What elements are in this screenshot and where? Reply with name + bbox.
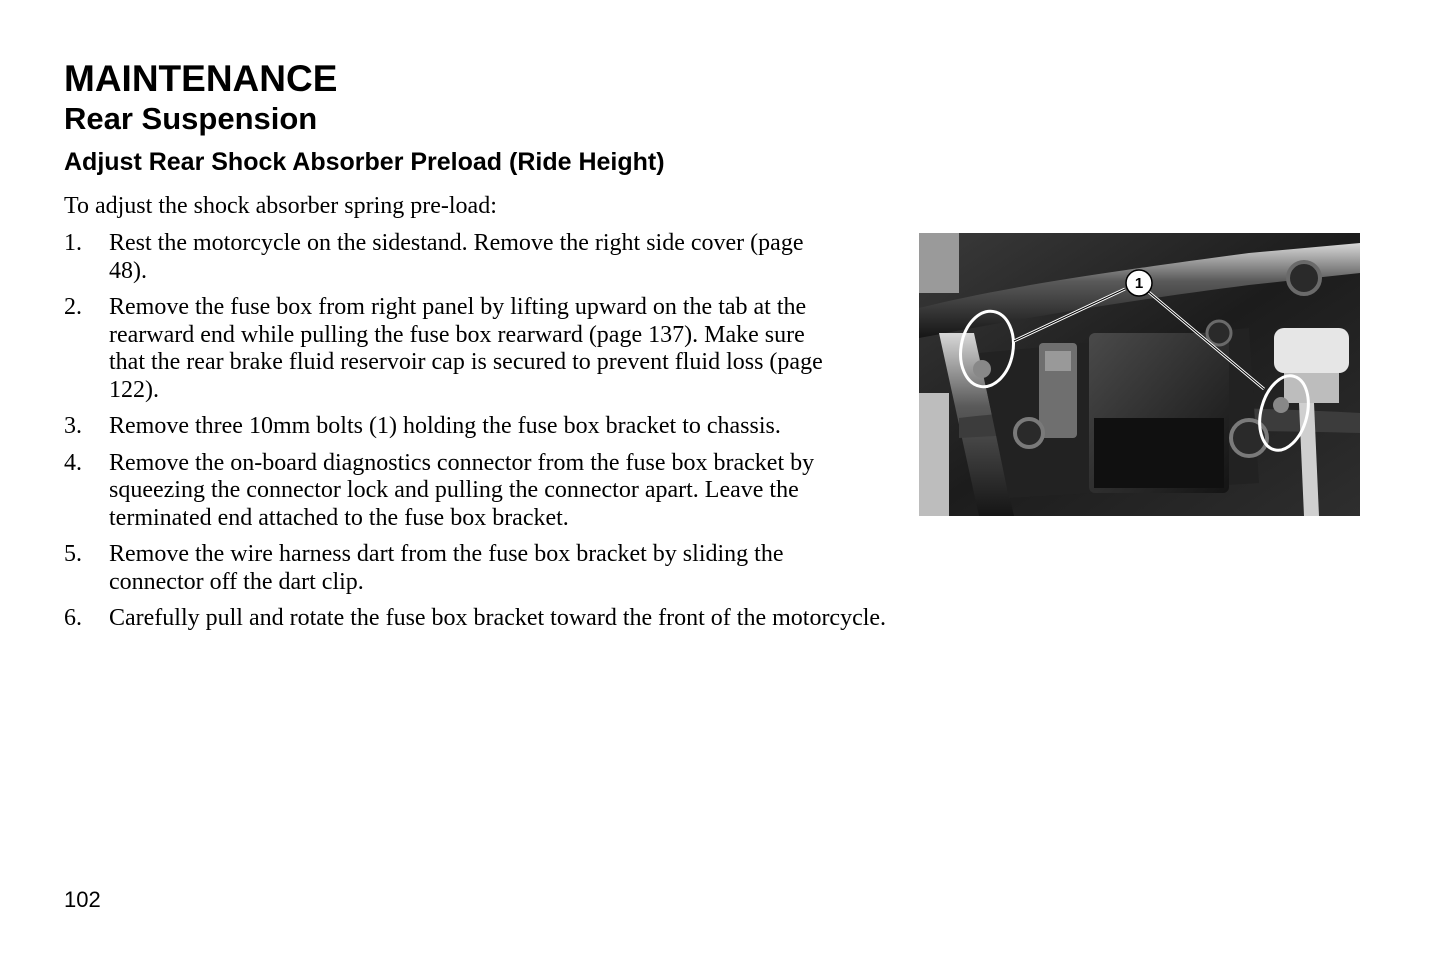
step-item: [64, 541, 824, 596]
subsection-title: Rear Suspension: [64, 101, 318, 136]
procedure-title: Adjust Rear Shock Absorber Preload (Ride Height): [64, 148, 665, 176]
step-text: Remove three 10mm bolts (1) holding the fuse box bracket to chassis.: [109, 413, 781, 439]
step-number: 4.: [64, 449, 82, 476]
step-item: [64, 605, 1149, 633]
step-number: 6.: [64, 605, 82, 631]
step-item: [64, 413, 824, 441]
step-item: [64, 450, 824, 533]
intro-text: To adjust the shock absorber spring pre-load:: [64, 193, 497, 219]
step-number: 1.: [64, 230, 82, 256]
step-number: 3.: [64, 413, 82, 439]
step-item: [64, 294, 824, 404]
step-text: Remove the wire harness dart from the fuse box bracket by sliding the connector off the dart clip.: [109, 541, 784, 595]
page-number: 102: [64, 887, 101, 912]
step-text: Remove the on-board diagnostics connector from the fuse box bracket by squeezing the connector lock and pulling the connector apart. Leave the terminated end attached to the fuse box bracket.: [109, 449, 815, 531]
step-number: 5.: [64, 541, 82, 567]
step-text: Carefully pull and rotate the fuse box bracket toward the front of the motorcycle.: [109, 605, 887, 631]
section-title: MAINTENANCE: [64, 58, 338, 99]
callout-label: 1: [1134, 275, 1144, 292]
step-text: Remove the fuse box from right panel by lifting upward on the tab at the rearward end while pulling the fuse box rearward (page 137). Make sure that the rear brake fluid reservoir cap is secured to prevent fluid loss (page 122).: [109, 294, 823, 403]
step-item: [64, 230, 824, 285]
step-number: 2.: [64, 294, 82, 320]
fuse-box-bracket-photo: [919, 233, 1360, 516]
steps-list: [64, 230, 887, 642]
step-text: Rest the motorcycle on the sidestand. Remove the right side cover (page 48).: [109, 230, 804, 284]
photo-illustration: [919, 233, 1360, 516]
